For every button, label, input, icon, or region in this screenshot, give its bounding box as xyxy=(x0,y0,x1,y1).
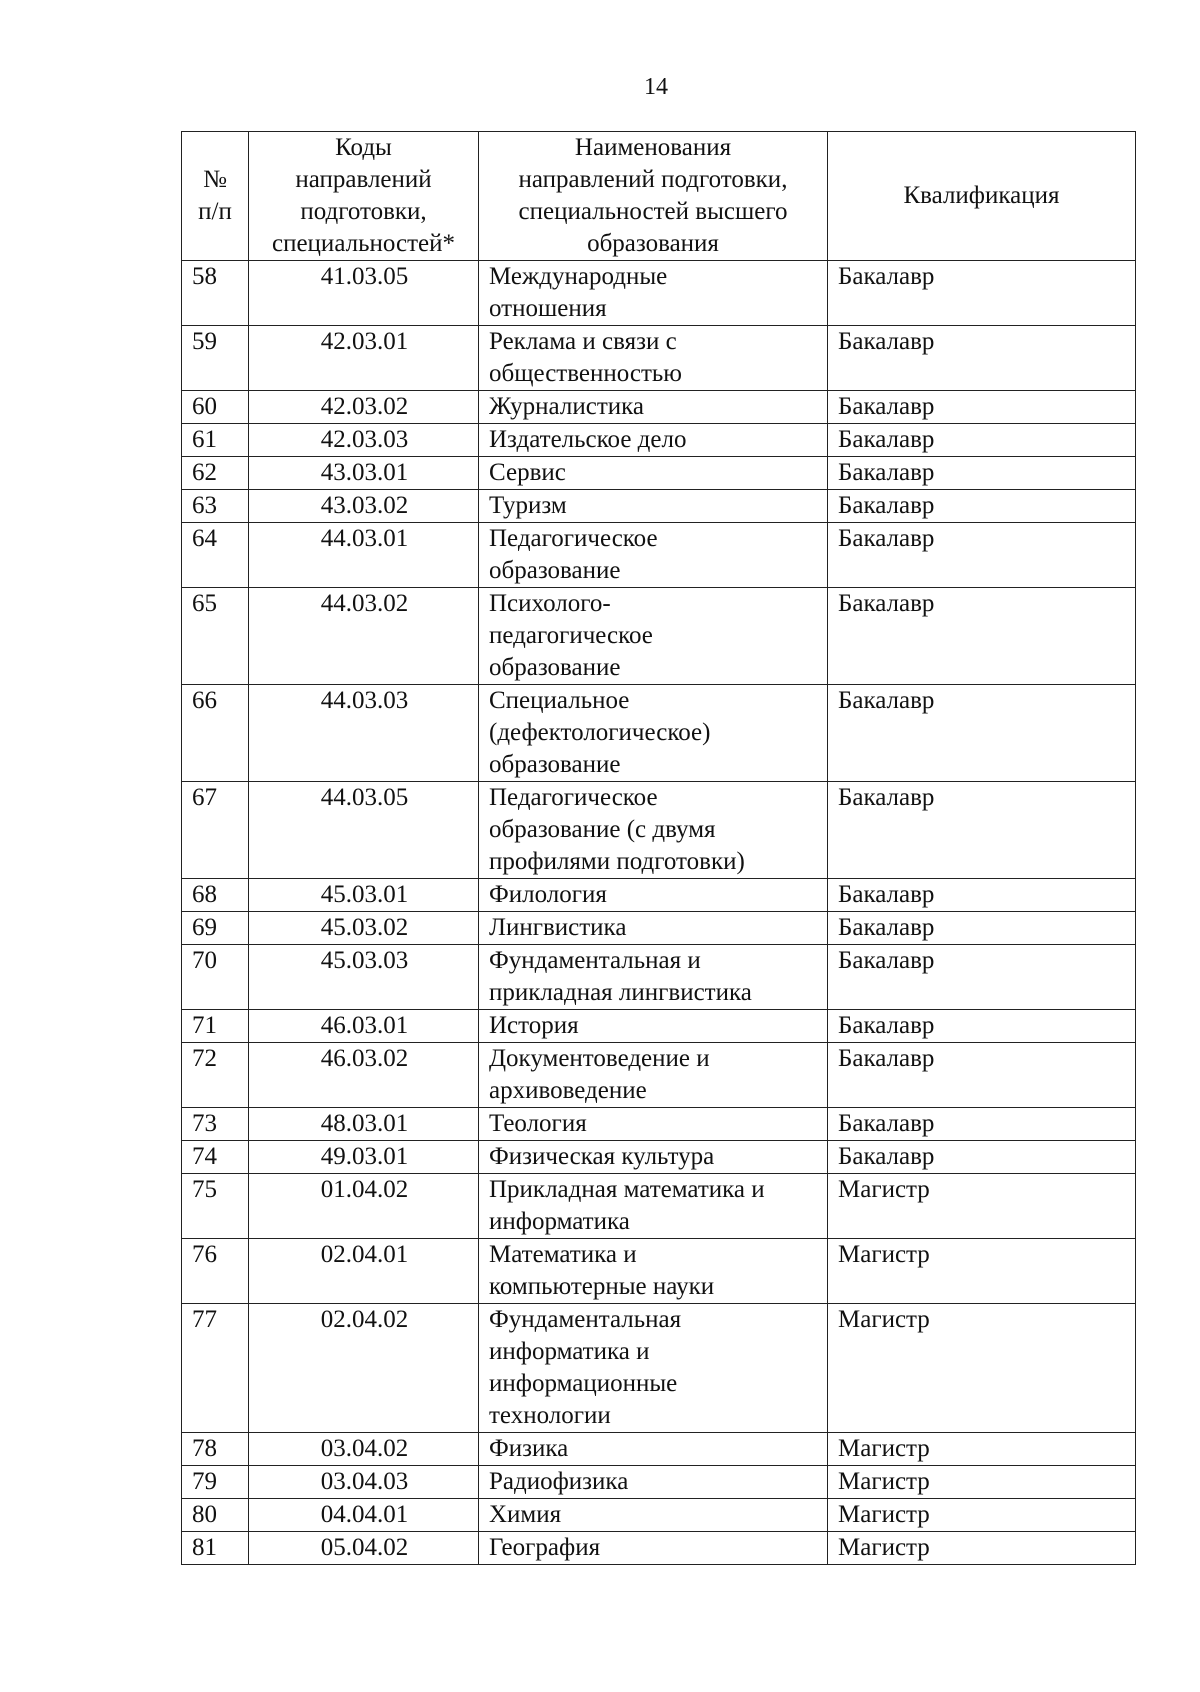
page-number: 14 xyxy=(644,74,668,100)
table-row xyxy=(182,1043,1136,1108)
row-number: 74 xyxy=(182,1141,249,1174)
row-number: 71 xyxy=(182,1010,249,1043)
table-row xyxy=(182,1304,1136,1433)
row-name: Фундаментальная информатика и информационные технологии xyxy=(479,1304,828,1433)
row-qualification: Магистр xyxy=(828,1499,1136,1532)
table-row xyxy=(182,424,1136,457)
table-header xyxy=(182,132,1136,261)
row-qualification: Бакалавр xyxy=(828,685,1136,782)
table-row xyxy=(182,1141,1136,1174)
table-row xyxy=(182,1108,1136,1141)
row-qualification: Магистр xyxy=(828,1239,1136,1304)
row-code: 04.04.01 xyxy=(249,1499,479,1532)
row-qualification: Бакалавр xyxy=(828,588,1136,685)
row-qualification: Бакалавр xyxy=(828,945,1136,1010)
row-code: 03.04.02 xyxy=(249,1433,479,1466)
row-number: 81 xyxy=(182,1532,249,1565)
row-code: 02.04.02 xyxy=(249,1304,479,1433)
row-qualification: Бакалавр xyxy=(828,457,1136,490)
row-qualification: Бакалавр xyxy=(828,261,1136,326)
row-qualification: Магистр xyxy=(828,1532,1136,1565)
header-name: Наименования направлений подготовки, специальностей высшего образования xyxy=(479,132,828,261)
row-qualification: Бакалавр xyxy=(828,490,1136,523)
table-row xyxy=(182,1239,1136,1304)
row-name: Математика и компьютерные науки xyxy=(479,1239,828,1304)
header-row xyxy=(182,132,1136,261)
row-code: 42.03.02 xyxy=(249,391,479,424)
row-number: 65 xyxy=(182,588,249,685)
row-name: Физическая культура xyxy=(479,1141,828,1174)
table-row xyxy=(182,945,1136,1010)
row-number: 67 xyxy=(182,782,249,879)
row-name: Химия xyxy=(479,1499,828,1532)
row-code: 44.03.01 xyxy=(249,523,479,588)
row-name: Туризм xyxy=(479,490,828,523)
row-code: 45.03.01 xyxy=(249,879,479,912)
table-row xyxy=(182,391,1136,424)
table-row xyxy=(182,912,1136,945)
row-code: 42.03.03 xyxy=(249,424,479,457)
row-number: 60 xyxy=(182,391,249,424)
table-row xyxy=(182,1174,1136,1239)
row-code: 01.04.02 xyxy=(249,1174,479,1239)
row-name: Теология xyxy=(479,1108,828,1141)
row-name: Радиофизика xyxy=(479,1466,828,1499)
row-code: 03.04.03 xyxy=(249,1466,479,1499)
row-qualification: Магистр xyxy=(828,1433,1136,1466)
row-code: 46.03.01 xyxy=(249,1010,479,1043)
row-code: 46.03.02 xyxy=(249,1043,479,1108)
row-number: 63 xyxy=(182,490,249,523)
table-row xyxy=(182,1532,1136,1565)
row-qualification: Бакалавр xyxy=(828,879,1136,912)
row-code: 05.04.02 xyxy=(249,1532,479,1565)
table-row xyxy=(182,490,1136,523)
row-code: 43.03.02 xyxy=(249,490,479,523)
header-qualification: Квалификация xyxy=(828,132,1136,261)
row-name: Международные отношения xyxy=(479,261,828,326)
row-number: 70 xyxy=(182,945,249,1010)
row-number: 78 xyxy=(182,1433,249,1466)
row-name: Сервис xyxy=(479,457,828,490)
table-body xyxy=(182,261,1136,1565)
row-qualification: Бакалавр xyxy=(828,912,1136,945)
table-row xyxy=(182,1499,1136,1532)
row-qualification: Магистр xyxy=(828,1174,1136,1239)
row-qualification: Бакалавр xyxy=(828,1043,1136,1108)
programs-table xyxy=(181,131,1136,1565)
row-qualification: Бакалавр xyxy=(828,1010,1136,1043)
table-row xyxy=(182,685,1136,782)
table-row xyxy=(182,782,1136,879)
header-code: Коды направлений подготовки, специальностей* xyxy=(249,132,479,261)
table-row xyxy=(182,879,1136,912)
table-row xyxy=(182,523,1136,588)
row-name: Прикладная математика и информатика xyxy=(479,1174,828,1239)
table-row xyxy=(182,588,1136,685)
row-name: География xyxy=(479,1532,828,1565)
row-name: История xyxy=(479,1010,828,1043)
row-code: 43.03.01 xyxy=(249,457,479,490)
row-name: Лингвистика xyxy=(479,912,828,945)
row-number: 62 xyxy=(182,457,249,490)
row-number: 80 xyxy=(182,1499,249,1532)
row-code: 49.03.01 xyxy=(249,1141,479,1174)
row-number: 73 xyxy=(182,1108,249,1141)
row-name: Психолого- педагогическое образование xyxy=(479,588,828,685)
row-name: Фундаментальная и прикладная лингвистика xyxy=(479,945,828,1010)
row-code: 48.03.01 xyxy=(249,1108,479,1141)
table-row xyxy=(182,1010,1136,1043)
row-name: Специальное (дефектологическое) образование xyxy=(479,685,828,782)
row-code: 44.03.03 xyxy=(249,685,479,782)
row-number: 69 xyxy=(182,912,249,945)
row-number: 66 xyxy=(182,685,249,782)
row-number: 64 xyxy=(182,523,249,588)
row-number: 79 xyxy=(182,1466,249,1499)
row-qualification: Магистр xyxy=(828,1304,1136,1433)
row-name: Педагогическое образование (с двумя профилями подготовки) xyxy=(479,782,828,879)
table-row xyxy=(182,1466,1136,1499)
row-number: 68 xyxy=(182,879,249,912)
row-code: 45.03.02 xyxy=(249,912,479,945)
row-code: 44.03.05 xyxy=(249,782,479,879)
row-code: 45.03.03 xyxy=(249,945,479,1010)
table-row xyxy=(182,457,1136,490)
row-qualification: Бакалавр xyxy=(828,326,1136,391)
row-qualification: Магистр xyxy=(828,1466,1136,1499)
row-name: Документоведение и архивоведение xyxy=(479,1043,828,1108)
row-number: 76 xyxy=(182,1239,249,1304)
row-name: Физика xyxy=(479,1433,828,1466)
row-name: Журналистика xyxy=(479,391,828,424)
row-name: Издательское дело xyxy=(479,424,828,457)
table-row xyxy=(182,326,1136,391)
row-code: 41.03.05 xyxy=(249,261,479,326)
row-number: 75 xyxy=(182,1174,249,1239)
row-qualification: Бакалавр xyxy=(828,523,1136,588)
row-name: Филология xyxy=(479,879,828,912)
row-name: Реклама и связи с общественностью xyxy=(479,326,828,391)
row-name: Педагогическое образование xyxy=(479,523,828,588)
row-number: 59 xyxy=(182,326,249,391)
row-qualification: Бакалавр xyxy=(828,391,1136,424)
row-number: 72 xyxy=(182,1043,249,1108)
row-qualification: Бакалавр xyxy=(828,1141,1136,1174)
header-number: № п/п xyxy=(182,132,249,261)
row-qualification: Бакалавр xyxy=(828,424,1136,457)
table-row xyxy=(182,261,1136,326)
table-row xyxy=(182,1433,1136,1466)
row-code: 02.04.01 xyxy=(249,1239,479,1304)
row-code: 42.03.01 xyxy=(249,326,479,391)
row-number: 77 xyxy=(182,1304,249,1433)
row-number: 58 xyxy=(182,261,249,326)
row-code: 44.03.02 xyxy=(249,588,479,685)
row-qualification: Бакалавр xyxy=(828,1108,1136,1141)
row-qualification: Бакалавр xyxy=(828,782,1136,879)
row-number: 61 xyxy=(182,424,249,457)
